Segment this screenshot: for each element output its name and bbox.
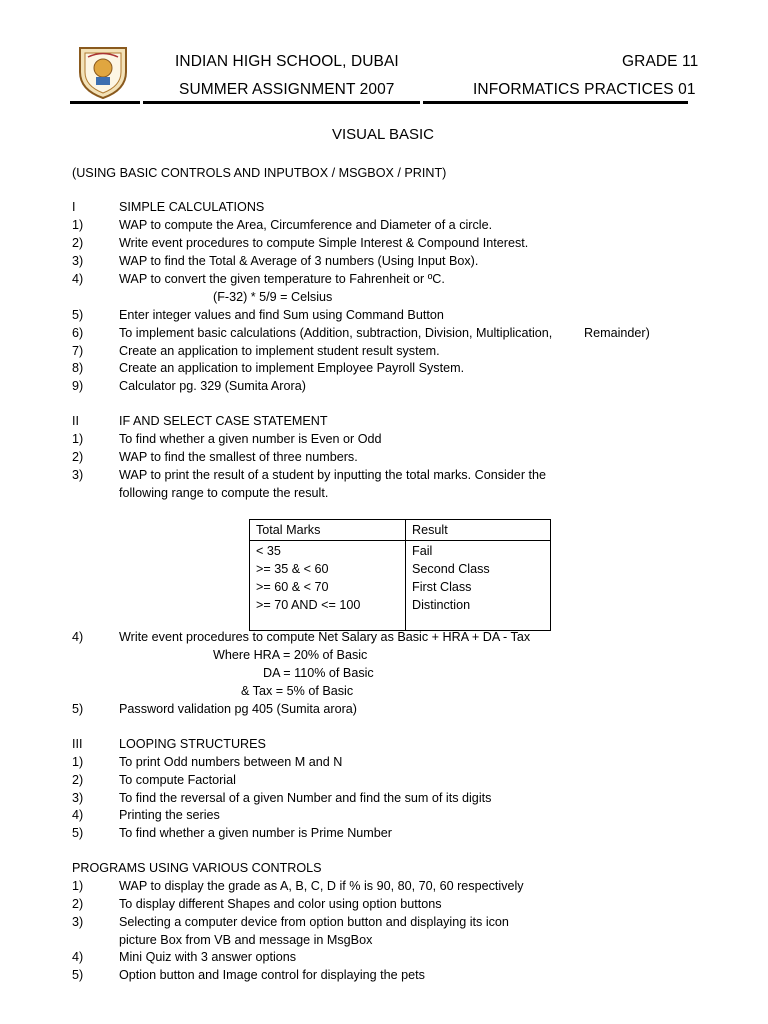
marks-range: >= 60 & < 70: [256, 580, 329, 594]
subject-label: INFORMATICS PRACTICES 01: [473, 81, 696, 98]
column-header-total-marks: Total Marks: [250, 520, 406, 541]
section-heading: LOOPING STRUCTURES: [119, 737, 266, 751]
list-item: WAP to display the grade as A, B, C, D if % is 90, 80, 70, 60 respectively: [119, 879, 524, 893]
formula-line: DA = 110% of Basic: [263, 666, 374, 680]
school-crest-logo: [76, 44, 130, 100]
item-number: 4): [72, 950, 84, 964]
section-number: III: [72, 737, 83, 751]
list-item: Printing the series: [119, 808, 220, 822]
list-item: Selecting a computer device from option button and displaying its icon: [119, 915, 509, 929]
header-rule-gap: [140, 100, 143, 105]
item-number: 9): [72, 379, 84, 393]
section-heading: SIMPLE CALCULATIONS: [119, 200, 265, 214]
formula-line: (F-32) * 5/9 = Celsius: [213, 290, 333, 304]
list-item: To print Odd numbers between M and N: [119, 755, 343, 769]
result-table: [249, 519, 551, 631]
item-number: 4): [72, 808, 84, 822]
list-item: To implement basic calculations (Addition, subtraction, Division, Multiplication,: [119, 326, 553, 340]
item-number: 2): [72, 236, 84, 250]
item-number: 5): [72, 308, 84, 322]
list-item: To display different Shapes and color using option buttons: [119, 897, 442, 911]
item-number: 2): [72, 897, 84, 911]
section-heading: PROGRAMS USING VARIOUS CONTROLS: [72, 861, 322, 875]
item-number: 4): [72, 272, 84, 286]
document-title: VISUAL BASIC: [332, 126, 434, 143]
list-item: Password validation pg 405 (Sumita arora): [119, 702, 358, 716]
list-item-continuation: Remainder): [584, 326, 650, 340]
assignment-title: SUMMER ASSIGNMENT 2007: [179, 81, 395, 98]
list-item: To find whether a given number is Even or Odd: [119, 432, 382, 446]
item-number: 2): [72, 450, 84, 464]
item-number: 8): [72, 361, 84, 375]
list-item: To find the reversal of a given Number and find the sum of its digits: [119, 791, 492, 805]
item-number: 5): [72, 968, 84, 982]
item-number: 2): [72, 773, 84, 787]
item-number: 1): [72, 218, 84, 232]
list-item: Mini Quiz with 3 answer options: [119, 950, 297, 964]
marks-range: >= 35 & < 60: [256, 562, 329, 576]
item-number: 3): [72, 791, 84, 805]
marks-range: >= 70 AND <= 100: [256, 598, 361, 612]
item-number: 1): [72, 432, 84, 446]
document-subtitle: (USING BASIC CONTROLS AND INPUTBOX / MSGBOX / PRINT): [72, 166, 447, 180]
result-value: Distinction: [412, 598, 471, 612]
table-row: [250, 541, 551, 631]
list-item-continuation: picture Box from VB and message in MsgBox: [119, 933, 373, 947]
result-value: Fail: [412, 544, 433, 558]
item-number: 7): [72, 344, 84, 358]
list-item: WAP to print the result of a student by inputting the total marks. Consider the: [119, 468, 547, 482]
list-item: WAP to find the Total & Average of 3 numbers (Using Input Box).: [119, 254, 479, 268]
item-number: 6): [72, 326, 84, 340]
header-rule-gap: [420, 100, 423, 105]
section-number: II: [72, 414, 79, 428]
grade-label: GRADE 11: [622, 53, 699, 70]
item-number: 1): [72, 755, 84, 769]
table-header-row: [250, 520, 551, 541]
section-heading: IF AND SELECT CASE STATEMENT: [119, 414, 328, 428]
list-item: To find whether a given number is Prime Number: [119, 826, 392, 840]
item-number: 1): [72, 879, 84, 893]
list-item: Enter integer values and find Sum using Command Button: [119, 308, 444, 322]
list-item: Calculator pg. 329 (Sumita Arora): [119, 379, 306, 393]
item-number: 4): [72, 630, 84, 644]
item-number: 3): [72, 468, 84, 482]
list-item: Option button and Image control for displaying the pets: [119, 968, 425, 982]
header-rule: [70, 101, 688, 104]
list-item-continuation: following range to compute the result.: [119, 486, 329, 500]
result-value: First Class: [412, 580, 472, 594]
list-item: Create an application to implement Employee Payroll System.: [119, 361, 465, 375]
list-item: Write event procedures to compute Simple Interest & Compound Interest.: [119, 236, 529, 250]
marks-cell: [250, 541, 406, 631]
item-number: 5): [72, 702, 84, 716]
item-number: 5): [72, 826, 84, 840]
list-item: WAP to convert the given temperature to Fahrenheit or ºC.: [119, 272, 445, 286]
list-item: WAP to find the smallest of three numbers.: [119, 450, 358, 464]
formula-line: Where HRA = 20% of Basic: [213, 648, 368, 662]
section-number: I: [72, 200, 76, 214]
marks-range: < 35: [256, 544, 281, 558]
school-name: INDIAN HIGH SCHOOL, DUBAI: [175, 53, 399, 70]
list-item: WAP to compute the Area, Circumference and Diameter of a circle.: [119, 218, 493, 232]
result-value: Second Class: [412, 562, 490, 576]
list-item: To compute Factorial: [119, 773, 236, 787]
item-number: 3): [72, 254, 84, 268]
list-item: Create an application to implement student result system.: [119, 344, 440, 358]
formula-line: & Tax = 5% of Basic: [241, 684, 354, 698]
list-item: Write event procedures to compute Net Salary as Basic + HRA + DA - Tax: [119, 630, 531, 644]
result-cell: [406, 541, 551, 631]
column-header-result: Result: [406, 520, 551, 541]
item-number: 3): [72, 915, 84, 929]
